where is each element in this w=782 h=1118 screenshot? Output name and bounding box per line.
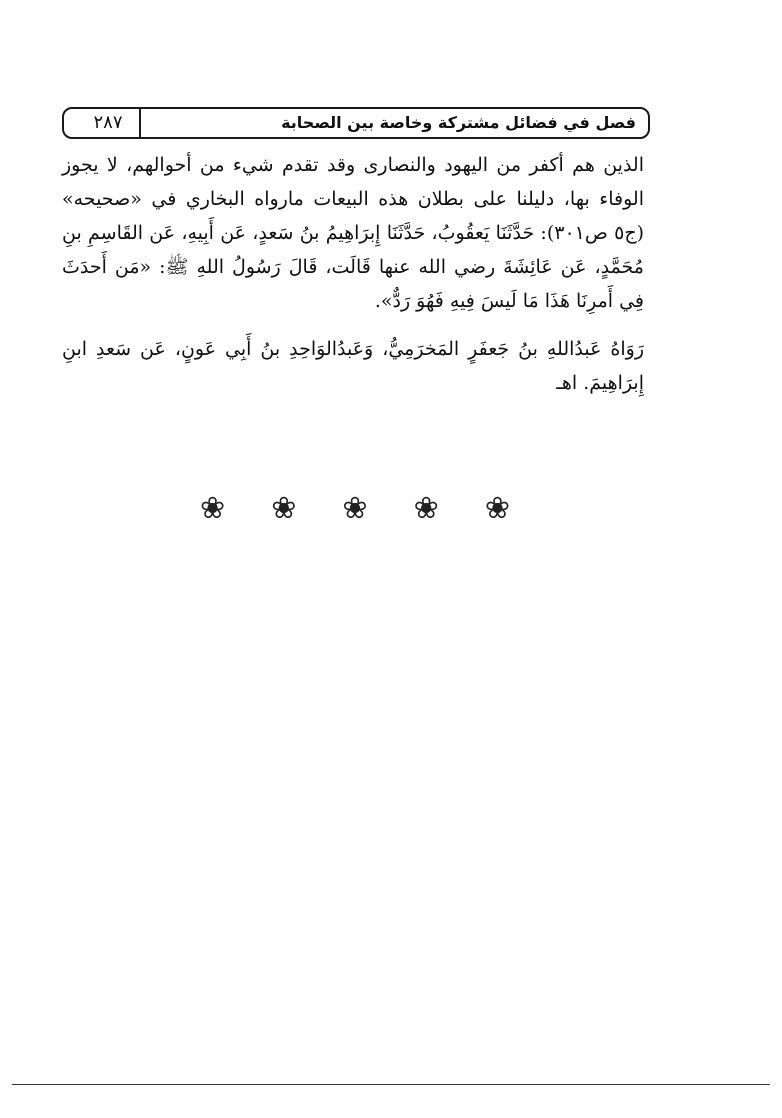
flower-ornament-icon: ❀ — [484, 491, 510, 526]
header-divider — [139, 109, 141, 137]
text-paragraph-2: رَوَاهُ عَبدُاللهِ بنُ جَعفَرٍ المَخرَمِيُّ، وَعَبدُالوَاحِدِ بنُ أَبِي عَونٍ، عَن سَعدِ ابنِ إِبرَاهِيمَ. اهـ — [62, 338, 644, 394]
text-paragraph-1: الذين هم أكفر من اليهود والنصارى وقد تقدم شيء من أحوالهم، لا يجوز الوفاء بها، دليلنا على بطلان هذه البيعات مارواه البخاري في «صحيحه» (ج٥ ص٣٠١): حَدَّثَنَا يَعقُوبُ، حَدَّثَنَا إِبرَاهِيمُ بنُ سَعدٍ، عَن أَبِيهِ، عَن القَاسِمِ بنِ مُحَمَّدٍ، عَن عَائِشَةَ رضي الله عنها قَالَت، قَالَ رَسُولُ اللهِ ﷺ: «مَن أَحدَثَ فِي أَمرِنَا هَذَا مَا لَيسَ فِيهِ فَهُوَ رَدٌّ». — [62, 154, 644, 312]
flower-ornament-icon: ❀ — [342, 491, 368, 526]
main-text — [62, 148, 644, 400]
flower-ornament-icon: ❀ — [413, 491, 439, 526]
flower-ornament-icon: ❀ — [200, 491, 226, 526]
page-number: ٢٨٧ — [93, 112, 123, 133]
footer-rule — [12, 1084, 770, 1085]
page-header — [62, 107, 650, 139]
flower-ornament-icon: ❀ — [271, 491, 297, 526]
section-end-ornaments — [200, 491, 510, 526]
section-title: فصل في فضائل مشتركة وخاصة بين الصحابة — [281, 113, 636, 132]
